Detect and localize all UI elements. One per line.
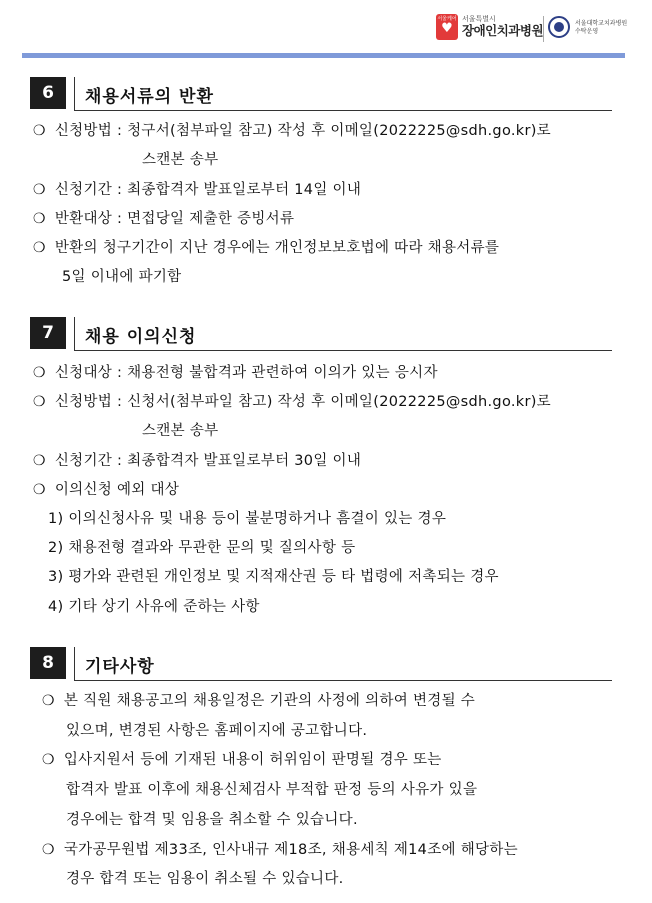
bullet-icon: ❍ [33, 453, 46, 469]
university-seal-icon [548, 16, 570, 38]
sub-list-item: 2) 채용전형 결과와 무관한 문의 및 질의사항 등 [48, 540, 356, 556]
list-item: ❍ 국가공무원법 제33조, 인사내규 제18조, 채용세칙 제14조에 해당하는 [42, 842, 518, 858]
bullet-icon: ❍ [42, 842, 55, 858]
section-6-header [30, 77, 612, 111]
bullet-icon: ❍ [42, 752, 55, 768]
bullet-icon: ❍ [33, 394, 46, 410]
divider [74, 317, 75, 351]
sub-list-item: 3) 평가와 관련된 개인정보 및 지적재산권 등 타 법령에 저촉되는 경우 [48, 569, 499, 585]
list-item-continuation: 5일 이내에 파기함 [62, 269, 182, 285]
divider [74, 77, 75, 111]
divider [74, 350, 612, 351]
logo-name: 장애인치과병원 [462, 23, 544, 39]
list-item: ❍ 입사지원서 등에 기재된 내용이 허위임이 판명될 경우 또는 [42, 752, 442, 768]
section-title: 채용 이의신청 [85, 327, 197, 347]
divider [74, 110, 612, 111]
list-item-continuation: 스캔본 송부 [142, 423, 219, 439]
section-8-header [30, 647, 612, 681]
list-item: ❍ 반환의 청구기간이 지난 경우에는 개인정보보호법에 따라 채용서류를 [33, 240, 500, 256]
hospital-logo [436, 14, 543, 40]
partner-line-2: 수탁운영 [575, 28, 599, 35]
divider [74, 680, 612, 681]
logo-subtitle: 서울특별시 [462, 15, 496, 24]
section-title: 기타사항 [85, 657, 155, 677]
section-number: 6 [30, 77, 66, 109]
list-item: ❍ 신청방법 : 신청서(첨부파일 참고) 작성 후 이메일(2022225@sdh.go.kr)로 [33, 394, 551, 410]
list-item: ❍ 반환대상 : 면접당일 제출한 증빙서류 [33, 211, 295, 227]
page-header [0, 0, 652, 60]
bullet-icon: ❍ [33, 482, 46, 498]
section-number: 7 [30, 317, 66, 349]
section-title: 채용서류의 반환 [85, 87, 214, 107]
partner-line-1: 서울대학교치과병원 [575, 20, 628, 27]
seoul-care-badge [436, 14, 458, 40]
list-item: ❍ 신청기간 : 최종합격자 발표일로부터 30일 이내 [33, 453, 362, 469]
logo-divider [543, 16, 544, 42]
list-item-continuation: 있으며, 변경된 사항은 홈페이지에 공고합니다. [66, 723, 368, 739]
list-item-continuation: 경우에는 합격 및 임용을 취소할 수 있습니다. [66, 812, 358, 828]
list-item-continuation: 합격자 발표 이후에 채용신체검사 부적합 판정 등의 사유가 있을 [66, 782, 478, 798]
list-item: ❍ 신청방법 : 청구서(첨부파일 참고) 작성 후 이메일(2022225@sdh.go.kr)로 [33, 123, 551, 139]
list-item: ❍ 이의신청 예외 대상 [33, 482, 180, 498]
sub-list-item: 4) 기타 상기 사유에 준하는 사항 [48, 599, 260, 615]
bullet-icon: ❍ [33, 182, 46, 198]
list-item-continuation: 스캔본 송부 [142, 152, 219, 168]
sub-list-item: 1) 이의신청사유 및 내용 등이 불분명하거나 흠결이 있는 경우 [48, 511, 447, 527]
bullet-icon: ❍ [42, 693, 55, 709]
bullet-icon: ❍ [33, 123, 46, 139]
partner-text [575, 20, 627, 36]
badge-text: 서울케어 [437, 16, 457, 22]
list-item: ❍ 신청대상 : 채용전형 불합격과 관련하여 이의가 있는 응시자 [33, 365, 438, 381]
section-7-header [30, 317, 612, 351]
bullet-icon: ❍ [33, 240, 46, 256]
list-item: ❍ 본 직원 채용공고의 채용일정은 기관의 사정에 의하여 변경될 수 [42, 693, 476, 709]
section-number: 8 [30, 647, 66, 679]
list-item-continuation: 경우 합격 또는 임용이 취소될 수 있습니다. [66, 871, 344, 887]
heart-icon: ♥ [441, 21, 453, 36]
bullet-icon: ❍ [33, 211, 46, 227]
bullet-icon: ❍ [33, 365, 46, 381]
header-accent-bar [22, 53, 625, 58]
list-item: ❍ 신청기간 : 최종합격자 발표일로부터 14일 이내 [33, 182, 362, 198]
divider [74, 647, 75, 681]
